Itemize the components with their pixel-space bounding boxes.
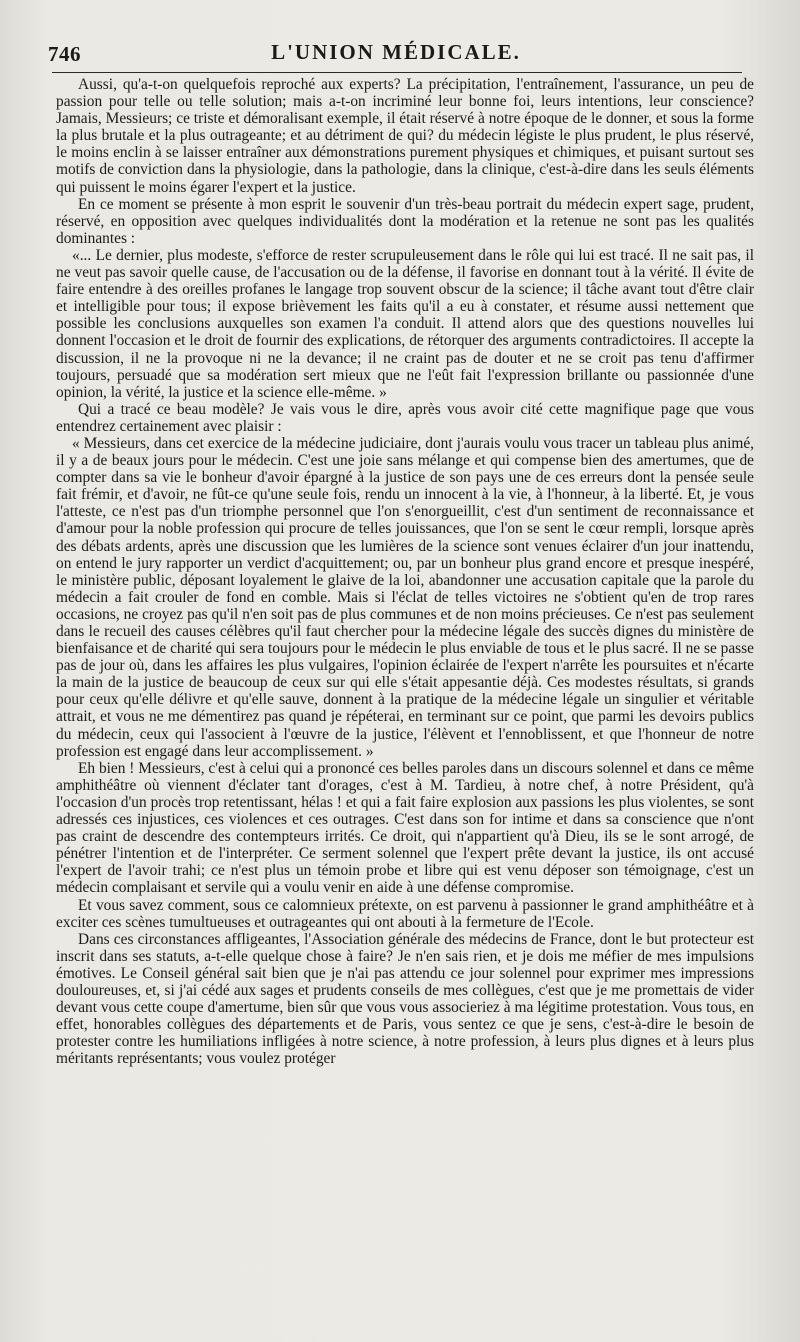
paragraph: Eh bien ! Messieurs, c'est à celui qui a prononcé ces belles paroles dans un discours solennel et dans ce même amphithéâtre où viennent d'éclater tant d'orages, c'est à M. Tardieu, à notre chef, à notre Président, qu'à l'occasion d'un procès trop retentissant, hélas ! et qui a fait faire explosion aux passions les plus violentes, se sont adressés ces injustices, ces violences et ces outrages. C'est dans son for intime et dans sa conscience que n'ont pas craint de descendre des contempteurs irrités. Ce droit, qui n'appartient qu'à Dieu, ils se le sont arrogé, de pénétrer l'intention et de l'interpréter. Ce serment solennel que l'expert prête devant la justice, ils ont accusé l'expert de l'avoir trahi; ce n'est plus un témoin probe et libre qui est venu déposer son témoignage, c'est un médecin complaisant et servile qui a voulu venir en aide à une défense compromise. (56, 759, 754, 897)
quoted-paragraph: « Messieurs, dans cet exercice de la médecine judiciaire, dont j'aurais voulu vous tracer un tableau plus animé, il y a de beaux jours pour le médecin. C'est une joie sans mélange et qui compense bien des amertumes, que de compter dans sa vie le bonheur d'avoir épargné à la justice de son pays une de ces erreurs dont la pensée seule fait frémir, et d'avoir, ne fût-ce qu'une seule fois, rendu un innocent à la vie, à l'honneur, à la liberté. Et, je vous l'atteste, ce n'est pas d'un triomphe personnel que l'on s'enorgueillit, c'est d'un sentiment de reconnaissance et d'amour pour la noble profession qui procure de telles jouissances, que l'on se sent le cœur rempli, lorsque après des débats ardents, après une discussion que les lumières de la science sont venues éclairer d'un jour inattendu, on entend le jury rapporter un verdict d'acquittement; ou, par un bonheur plus grand encore et presque inespéré, le ministère public, déposant loyalement le glaive de la loi, abandonner une accusation capitale que la parole du médecin a fait crouler de fond en comble. Mais si l'éclat de telles victoires ne s'obtient qu'en de trop rares occasions, ne croyez pas qu'il n'en soit pas de plus communes et de non moins précieuses. Ce n'est pas seulement dans le recueil des causes célèbres qu'il faut chercher pour la médecine légale des succès dignes du ministère de bienfaisance et de charité qui sera toujours pour le médecin le plus enviable de tous et le plus sacré. Il ne se passe pas de jour où, dans les affaires les plus vulgaires, l'opinion éclairée de l'expert n'arrête les poursuites et n'écarte la main de la justice de beaucoup de ceux sur qui elle s'était appesantie déjà. Ces modestes résultats, si grands pour ceux qu'elle délivre et qu'elle sauve, donnent à la pratique de la médecine légale un singulier et véritable attrait, et vous ne me démentirez pas quand je répéterai, en terminant sur ce point, que parmi les devoirs publics du médecin, ceux qui l'associent à l'œuvre de la justice, l'élèvent et l'ennoblissent, et que l'honneur de notre profession est engagé dans leur accomplissement. » (56, 434, 754, 760)
paragraph: En ce moment se présente à mon esprit le souvenir d'un très-beau portrait du médecin expert sage, prudent, réservé, en opposition avec quelques individualités dont la modération et la retenue ne sont pas les qualités dominantes : (56, 195, 754, 247)
header-rule (52, 72, 742, 73)
paragraph: Qui a tracé ce beau modèle? Je vais vous le dire, après vous avoir cité cette magnifique page que vous entendrez certainement avec plaisir : (56, 400, 754, 435)
paragraph: Et vous savez comment, sous ce calomnieux prétexte, on est parvenu à passionner le grand amphithéâtre et à exciter ces scènes tumultueuses et outrageantes qui ont abouti à la fermeture de l'Ecole. (56, 896, 754, 931)
paragraph: Aussi, qu'a-t-on quelquefois reproché aux experts? La précipitation, l'entraînement, l'assurance, un peu de passion pour telle ou telle solution; mais a-t-on incriminé leur bonne foi, leurs intentions, leur conscience? Jamais, Messieurs; ce triste et démoralisant exemple, il était réservé à notre époque de le donner, et sous la forme la plus brutale et la plus outrageante; et au détriment de qui? du médecin légiste le plus prudent, le plus réservé, le moins enclin à se laisser entraîner aux démonstrations purement physiques et chimiques, et puisant surtout ses motifs de conviction dans la physiologie, dans la pathologie, dans la clinique, c'est-à-dire dans les seuls éléments qui puissent le moins égarer l'expert et la justice. (56, 76, 754, 196)
quoted-paragraph: «... Le dernier, plus modeste, s'efforce de rester scrupuleusement dans le rôle qui lui est tracé. Il ne sait pas, il ne veut pas savoir quelle cause, de l'accusation ou de la défense, il favorise en donnant tout à la vérité. Il évite de faire entendre à des oreilles profanes le langage trop souvent obscur de la science; il tâche avant tout d'être clair et intelligible pour tous; il expose brièvement les faits qu'il a eu à constater, et résume aussi nettement que possible les conclusions auxquelles son examen l'a conduit. Il attend alors que des questions nouvelles lui donnent l'occasion et le droit de fournir des explications, de rétorquer des arguments contradictoires. Il accepte la discussion, il ne la provoque ni ne la devance; il ne craint pas de douter et ne se croit pas tenu d'affirmer toujours, persuadé que sa modération sert mieux que ne l'eût fait l'expression brillante ou passionnée d'une opinion, la vérité, la justice et la science elle-même. » (56, 246, 754, 401)
page-header (48, 34, 744, 68)
article-body (56, 76, 754, 1067)
running-title: L'UNION MÉDICALE. (271, 40, 521, 64)
paragraph: Dans ces circonstances affligeantes, l'Association générale des médecins de France, dont le but protecteur est inscrit dans ses statuts, a-t-elle quelque chose à faire? Je n'en sais rien, et je dois me méfier de mes impulsions émotives. Le Conseil général sait bien que je n'ai pas attendu ce jour solennel pour exprimer mes impressions douloureuses, et, si j'ai cédé aux sages et prudents conseils de mes collègues, c'est que je me promettais de vider devant vous cette coupe d'amertume, bien sûr que vous vous associeriez à ma légitime protestation. Vous tous, en effet, honorables collègues des départements et de Paris, vous sentez ce que je sens, c'est-à-dire le besoin de protester contre les humiliations infligées à notre science, à notre profession, à leurs plus dignes et à leurs plus méritants représentants; vous voulez protéger (56, 930, 754, 1068)
page-number: 746 (48, 42, 81, 66)
